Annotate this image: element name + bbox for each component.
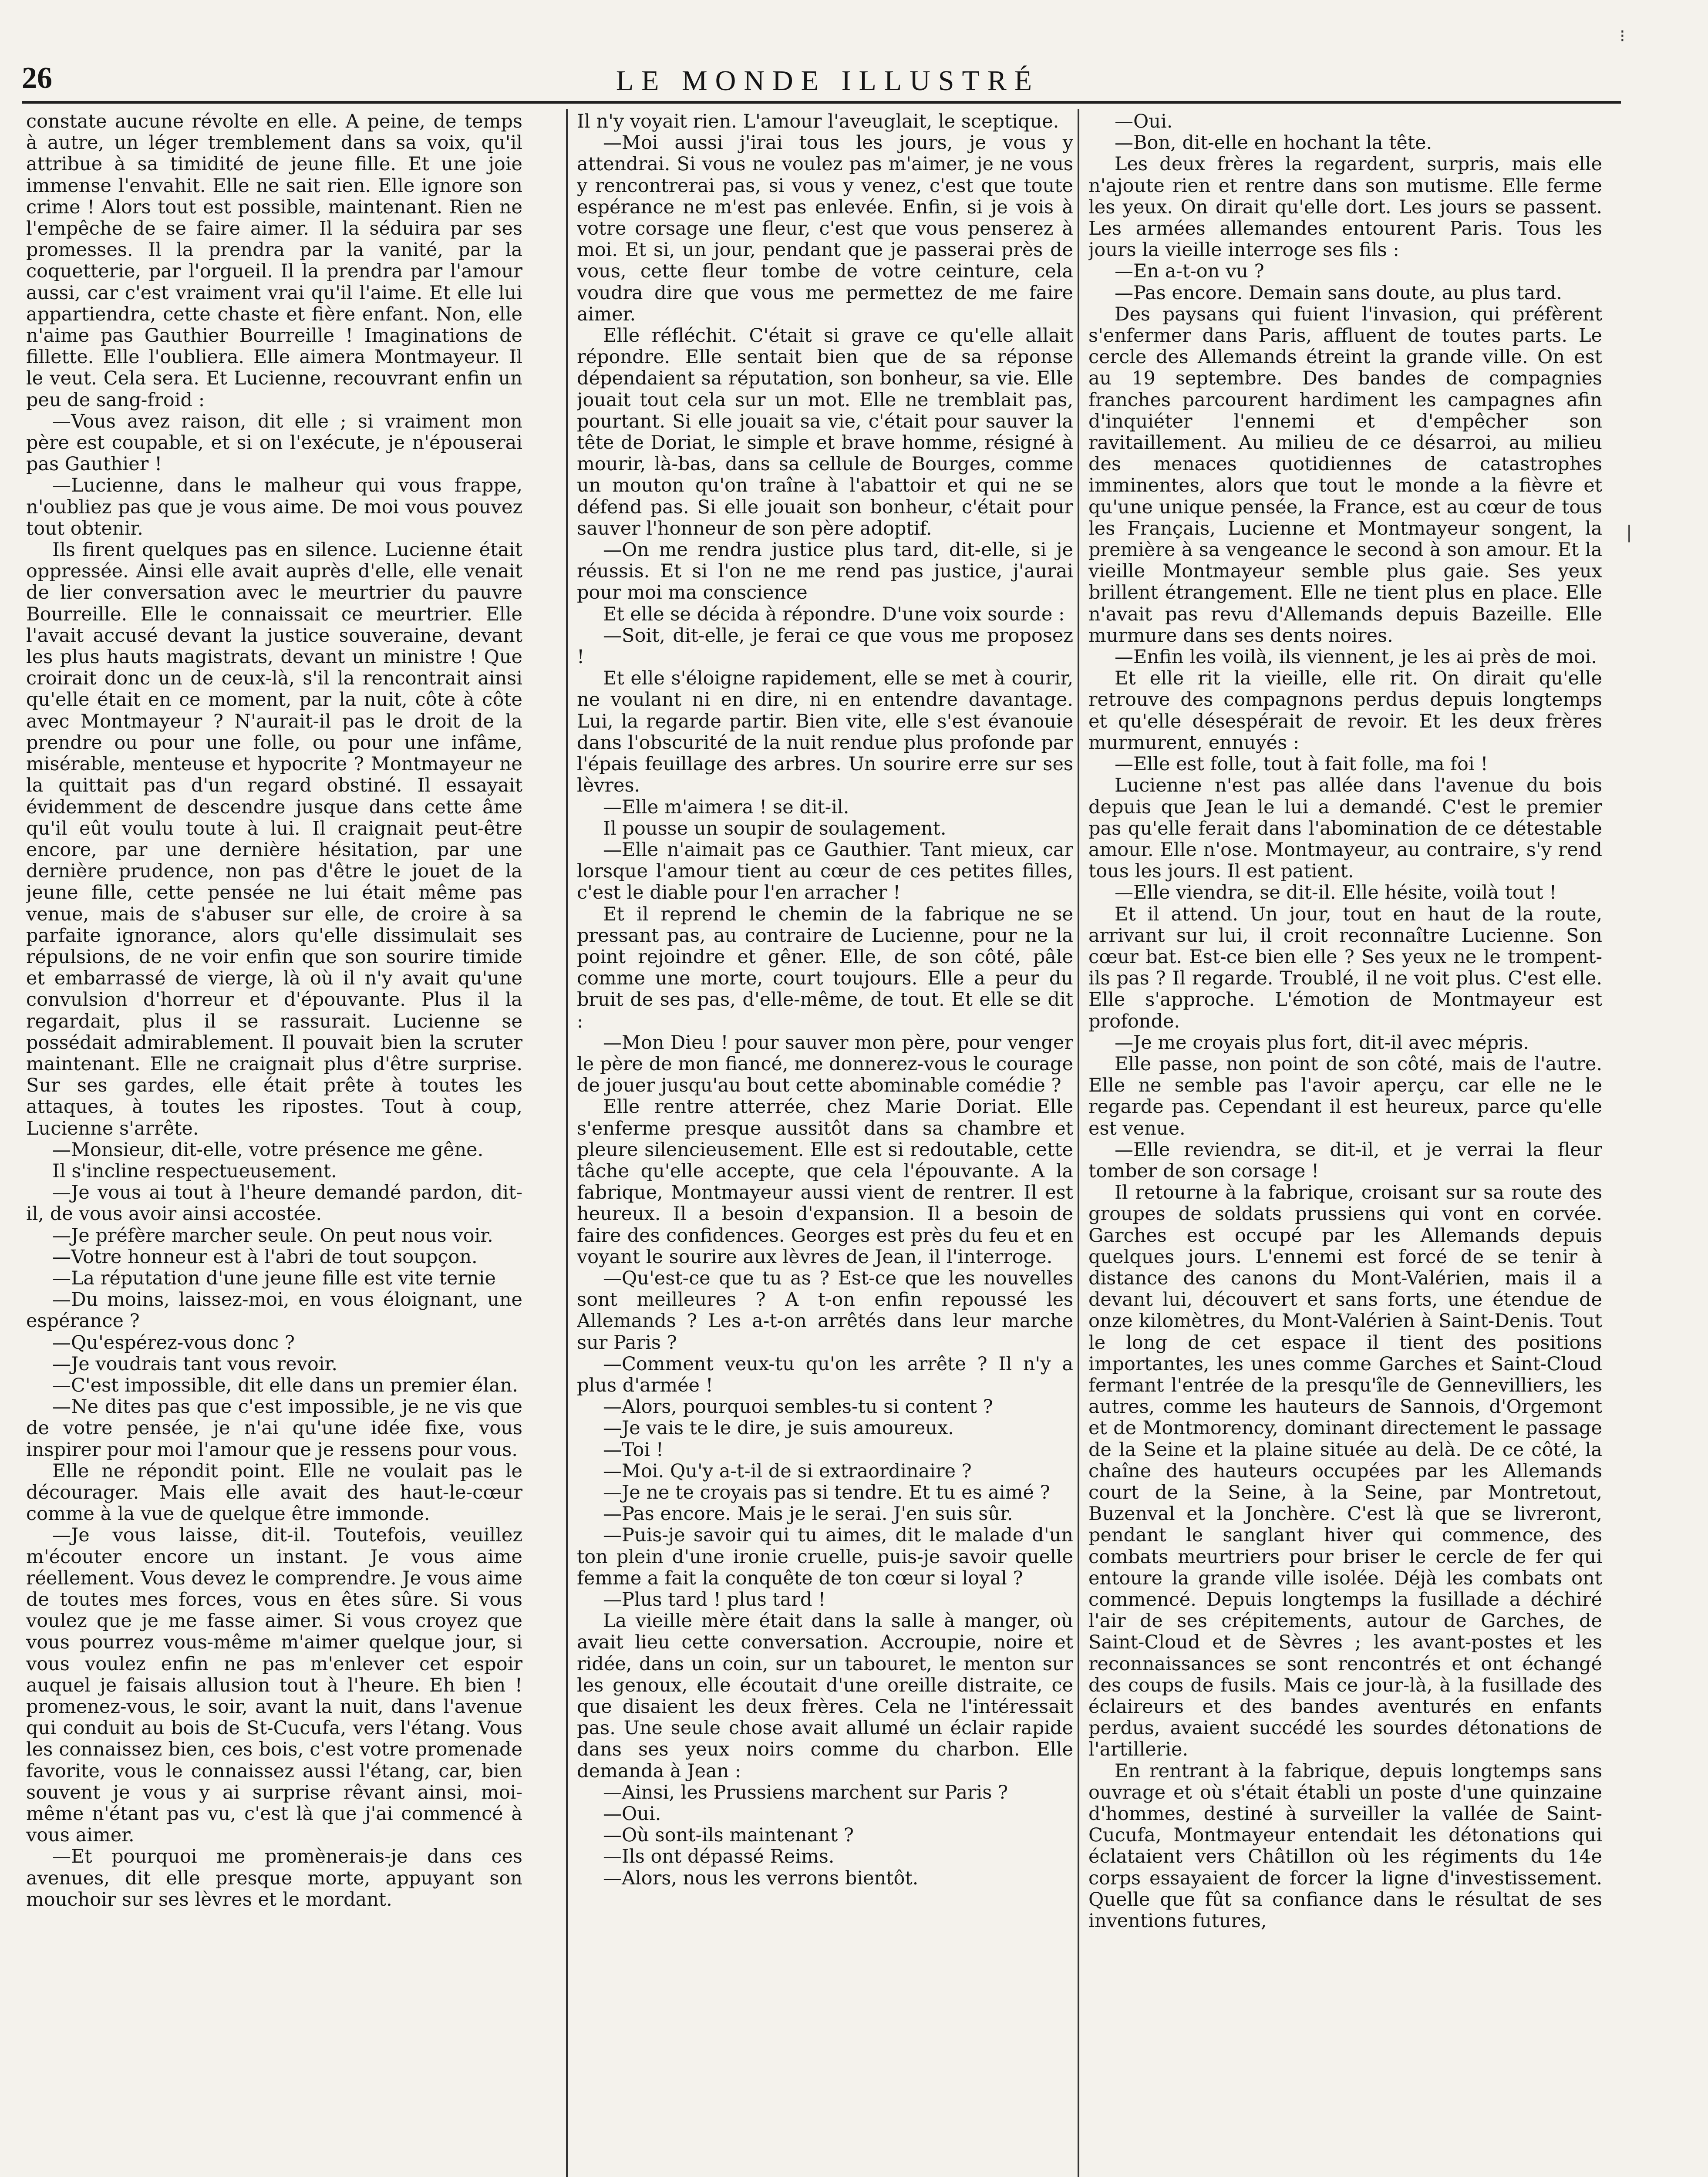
paragraph: —Monsieur, dit-elle, votre présence me gêne. xyxy=(52,1139,484,1161)
paragraph: Il retourne à la fabrique, croisant sur sa route des groupes de soldats prussiens qui vont en corvée. Garches est occupé par les Allemands depuis quelques jours. L'ennemi est forcé de se tenir à distance des canons du Mont-Valérien, mais il a devant lui, découvert et sans forts, une étendue de onze kilomètres, du Mont-Valérien à Saint-Denis. Tout le long de cet espace il tient des positions importantes, les unes comme Garches et Saint-Cloud fermant l'entrée de la presqu'île de Gennevilliers, les autres, comme les hauteurs de Sannois, d'Orgemont et de Montmorency, dominant directement le passage de la Seine et la plaine située au delà. De ce côté, la chaîne des hauteurs occupées par les Allemands court de la Seine, à la Seine, par Montretout, Buzenval et la Jonchère. C'est là que se livreront, pendant le sanglant hiver qui commence, des combats meurtriers pour briser le cercle de fer qui entoure la grande ville isolée. Déjà les combats ont commencé. Depuis longtemps la fusillade a déchiré l'air de ses crépitements, autour de Garches, de Saint-Cloud et de Sèvres ; les avant-postes et les reconnaissances se sont rencontrés et ont échangé des coups de fusils. Mais ce jour-là, à la fusillade des éclaireurs et des bandes aventurés en enfants perdus, avaient succédé les sourdes détonations de l'artillerie. xyxy=(1088,1182,1602,1761)
text-column-2 xyxy=(577,111,1073,2177)
paragraph: Lucienne n'est pas allée dans l'avenue du bois depuis que Jean le lui a demandé. C'est le premier pas qu'elle ferait dans l'abomination de ce détestable amour. Elle n'ose. Montmayeur, au contraire, s'y rend tous les jours. Il est patient. xyxy=(1088,775,1602,883)
paragraph: —Qu'est-ce que tu as ? Est-ce que les nouvelles sont meilleures ? A t-on enfin repoussé les Allemands ? Les a-t-on arrêtés dans leur marche sur Paris ? xyxy=(577,1267,1073,1354)
paragraph: La vieille mère était dans la salle à manger, où avait lieu cette conversation. Accroupie, noire et ridée, dans un coin, sur un tabouret, le menton sur les genoux, elle écoutait d'une oreille distraite, ce que disaient les deux frères. Cela ne l'intéressait pas. Une seule chose avait allumé un éclair rapide dans ses yeux noirs comme du charbon. Elle demanda à Jean : xyxy=(577,1610,1073,1782)
paragraph: Il s'incline respectueusement. xyxy=(52,1160,337,1182)
paragraph: —Puis-je savoir qui tu aimes, dit le malade d'un ton plein d'une ironie cruelle, puis-je savoir quelle femme a fait la conquête de ton cœur si loyal ? xyxy=(577,1524,1073,1589)
paragraph: Les deux frères la regardent, surpris, mais elle n'ajoute rien et rentre dans son mutisme. Elle ferme les yeux. On dirait qu'elle dort. Les jours se passent. Les armées allemandes entourent Paris. Tous les jours la vieille interroge ses fils : xyxy=(1088,153,1602,261)
paragraph: Et il attend. Un jour, tout en haut de la route, arrivant sur lui, il croit reconnaître Lucienne. Son cœur bat. Est-ce bien elle ? Ses yeux ne le trompent-ils pas ? Il regarde. Troublé, il ne voit plus. C'est elle. Elle s'approche. L'émotion de Montmayeur est profonde. xyxy=(1088,903,1602,1032)
paragraph: —Soit, dit-elle, je ferai ce que vous me proposez ! xyxy=(577,624,1073,668)
paragraph: Et elle s'éloigne rapidement, elle se met à courir, ne voulant ni en dire, ni en entendre davantage. Lui, la regarde partir. Bien vite, elle s'est évanouie dans l'obscurité de la nuit rendue plus profonde par l'épais feuillage des arbres. Un sourire erre sur ses lèvres. xyxy=(577,667,1073,797)
paragraph: Et elle se décida à répondre. D'une voix sourde : xyxy=(603,603,1065,625)
paragraph: —Mon Dieu ! pour sauver mon père, pour venger le père de mon fiancé, me donnerez-vous le courage de jouer jusqu'au bout cette abominable comédie ? xyxy=(577,1031,1073,1097)
paragraph: —Qu'espérez-vous donc ? xyxy=(52,1331,295,1354)
paragraph: —Oui. xyxy=(603,1803,661,1825)
paragraph: —Où sont-ils maintenant ? xyxy=(603,1824,854,1847)
paragraph: —La réputation d'une jeune fille est vite ternie xyxy=(52,1267,496,1289)
paragraph: —Alors, nous les verrons bientôt. xyxy=(603,1867,919,1889)
paragraph: —Je vais te le dire, je suis amoureux. xyxy=(603,1417,954,1439)
paragraph: Il n'y voyait rien. L'amour l'aveuglait, le sceptique. xyxy=(577,111,1059,132)
paragraph: —Je me croyais plus fort, dit-il avec mépris. xyxy=(1115,1031,1529,1054)
column-divider xyxy=(566,109,568,2177)
page-number: 26 xyxy=(22,61,52,95)
paragraph: —Elle reviendra, se dit-il, et je verrai la fleur tomber de son corsage ! xyxy=(1088,1139,1602,1182)
paragraph: Et elle rit la vieille, elle rit. On dirait qu'elle retrouve des compagnons perdus depuis longtemps et qu'elle désespérait de revoir. Et les deux frères murmurent, ennuyés : xyxy=(1088,667,1602,754)
paragraph: —Comment veux-tu qu'on les arrête ? Il n'y a plus d'armée ! xyxy=(577,1353,1073,1396)
paragraph: —Du moins, laissez-moi, en vous éloignant, une espérance ? xyxy=(26,1289,522,1332)
paragraph: —Ils ont dépassé Reims. xyxy=(603,1846,835,1868)
paragraph: —Elle est folle, tout à fait folle, ma foi ! xyxy=(1115,753,1488,775)
paragraph: —Enfin les voilà, ils viennent, je les ai près de moi. xyxy=(1115,646,1597,668)
paragraph: Elle rentre atterrée, chez Marie Doriat. Elle s'enferme presque aussitôt dans sa chambre et pleure silencieusement. Elle est si redoutable, cette tâche qu'elle accepte, que cela l'épouvante. A la fabrique, Montmayeur aussi vient de rentrer. Il est heureux. Il a besoin d'expansion. Il a besoin de faire des confidences. Georges est près du feu et en voyant le sourire aux lèvres de Jean, il l'interroge. xyxy=(577,1096,1073,1268)
paragraph: —Plus tard ! plus tard ! xyxy=(603,1589,826,1611)
paragraph: —Pas encore. Mais je le serai. J'en suis sûr. xyxy=(603,1503,1013,1525)
column-divider xyxy=(1078,109,1079,2177)
paragraph: —Moi. Qu'y a-t-il de si extraordinaire ? xyxy=(603,1460,972,1482)
paragraph: —Lucienne, dans le malheur qui vous frappe, n'oubliez pas que je vous aime. De moi vous pouvez tout obtenir. xyxy=(26,475,522,539)
paragraph: —C'est impossible, dit elle dans un premier élan. xyxy=(52,1374,518,1396)
paragraph: —Je vous laisse, dit-il. Toutefois, veuillez m'écouter encore un instant. Je vous aime réellement. Vous devez le comprendre. Je vous aime de toutes mes forces, vous en êtes sûre. Si vous voulez que je me fasse aimer. Si vous croyez que vous pourrez vous-même m'aimer quelque jour, si vous voulez enfin ne pas m'enlever cet espoir auquel je faisais allusion tout à l'heure. Eh bien ! promenez-vous, le soir, avant la nuit, dans l'avenue qui conduit au bois de St-Cucufa, vers l'étang. Vous les connaissez bien, ces bois, c'est votre promenade favorite, vous le connaissez aussi l'étang, car, bien souvent je vous y ai surprise rêvant ainsi, moi-même n'étant pas vu, c'est là que j'ai commencé à vous aimer. xyxy=(26,1524,522,1847)
paragraph: —Je vous ai tout à l'heure demandé pardon, dit-il, de vous avoir ainsi accostée. xyxy=(26,1182,522,1225)
paragraph: —On me rendra justice plus tard, dit-elle, si je réussis. Et si l'on ne me rend pas justice, j'aurai pour moi ma conscience xyxy=(577,539,1073,604)
paragraph: Des paysans qui fuient l'invasion, qui préfèrent s'enfermer dans Paris, affluent de toutes parts. Le cercle des Allemands étreint la grande ville. On est au 19 septembre. Des bandes de compagnies franches parcourent hardiment les campagnes afin d'inquiéter l'ennemi et d'empêcher son ravitaillement. Au milieu de ce désarroi, au milieu des menaces quotidiennes de catastrophes imminentes, alors que tout le monde a la fièvre et qu'une unique pensée, la France, est au cœur de tous les Français, Lucienne et Montmayeur songent, la première à sa vengeance le second à son amour. Et la vieille Montmayeur semble plus gaie. Ses yeux brillent étrangement. Elle ne tient plus en place. Elle n'avait pas revu d'Allemands depuis Bazeille. Elle murmure dans ses dents noires. xyxy=(1088,303,1602,647)
paragraph: —Je préfère marcher seule. On peut nous voir. xyxy=(52,1224,493,1247)
paragraph: —Bon, dit-elle en hochant la tête. xyxy=(1115,132,1432,154)
paragraph: —Elle m'aimera ! se dit-il. xyxy=(603,796,849,818)
text-column-1 xyxy=(26,111,522,2177)
paragraph: Il pousse un soupir de soulagement. xyxy=(603,817,947,839)
paragraph: Elle réfléchit. C'était si grave ce qu'elle allait répondre. Elle sentait bien que de sa réponse dépendaient sa réputation, son bonheur, sa vie. Elle jouait tout cela sur un mot. Elle ne tremblait pas, pourtant. Si elle jouait sa vie, c'était pour sauver la tête de Doriat, le simple et brave homme, résigné à mourir, là-bas, dans sa cellule de Bourges, comme un mouton qu'on traîne à l'abattoir et qui ne se défend pas. Si elle jouait son bonheur, c'était pour sauver l'honneur de son père adoptif. xyxy=(577,325,1073,539)
paragraph: —Je ne te croyais pas si tendre. Et tu es aimé ? xyxy=(603,1482,1050,1503)
paragraph: —Vous avez raison, dit elle ; si vraiment mon père est coupable, et si on l'exécute, je n'épouserai pas Gauthier ! xyxy=(26,410,522,475)
masthead-title: LE MONDE ILLUSTRÉ xyxy=(616,65,1040,97)
paragraph: —Toi ! xyxy=(603,1439,664,1461)
paragraph: constate aucune révolte en elle. A peine, de temps à autre, un léger tremblement dans sa voix, qu'il attribue à sa timidité de jeune fille. Et une joie immense l'envahit. Elle ne sait rien. Elle ignore son crime ! Alors tout est possible, maintenant. Rien ne l'empêche de se faire aimer. Il la séduira par ses promesses. Il la prendra par la vanité, par la coquetterie, par l'orgueil. Il la prendra par l'amour aussi, car c'est vraiment vrai qu'il l'aime. Et elle lui appartiendra, cette chaste et fière enfant. Non, elle n'aime pas Gauthier Bourreille ! Imaginations de fillette. Elle l'oubliera. Elle aimera Montmayeur. Il le veut. Cela sera. Et Lucienne, recouvrant enfin un peu de sang-froid : xyxy=(26,111,522,411)
paragraph: Ils firent quelques pas en silence. Lucienne était oppressée. Ainsi elle avait auprès d'elle, elle venait de lier conversation avec le meurtrier du pauvre Bourreille. Elle le connaissait ce meurtrier. Elle l'avait accusé devant la justice souveraine, devant les plus hauts magistrats, devant un ministre ! Que croirait donc un de ceux-là, s'il la rencontrait ainsi qu'elle était en ce moment, par la nuit, côte à côte avec Montmayeur ? N'aurait-il pas le droit de la prendre ou pour une folle, ou pour une infâme, misérable, menteuse et hypocrite ? Montmayeur ne la quittait pas d'un regard obstiné. Il essayait évidemment de descendre jusque dans cette âme qu'il eût voulu toute à lui. Il craignait peut-être encore, par une dernière hésitation, par une dernière prudence, non pas d'être le jouet de la jeune fille, cette pensée ne lui était même pas venue, mais de s'abuser sur elle, de croire à sa parfaite ignorance, alors qu'elle dissimulait ses répulsions, de ne voir enfin que son sourire timide et embarrassé de vierge, là où il n'y avait qu'une convulsion d'horreur et d'épouvante. Plus il la regardait, plus il se rassurait. Lucienne se possédait admirablement. Il pouvait bien la scruter maintenant. Elle ne craignait plus d'être surprise. Sur ses gardes, elle était prête à toutes les attaques, à toutes les ripostes. Tout à coup, Lucienne s'arrête. xyxy=(26,539,522,1139)
paragraph: —Moi aussi j'irai tous les jours, je vous y attendrai. Si vous ne voulez pas m'aimer, je ne vous y rencontrerai pas, si vous y venez, c'est que toute espérance ne m'est pas enlevée. Enfin, si je vois à votre corsage une fleur, c'est que vous penserez à moi. Et si, un jour, pendant que je passerai près de vous, cette fleur tombe de votre ceinture, cela voudra dire que vous me permettez de me faire aimer. xyxy=(577,132,1073,325)
paragraph: En rentrant à la fabrique, depuis longtemps sans ouvrage et où s'était établi un poste d'une quinzaine d'hommes, destiné à surveiller la vallée de Saint-Cucufa, Montmayeur entendait les détonations qui éclataient vers Châtillon où les régiments du 14e corps essayaient de forcer la ligne d'investissement. Quelle que fût sa confiance dans le résultat de ses inventions futures, xyxy=(1088,1760,1602,1932)
paragraph: —Ainsi, les Prussiens marchent sur Paris ? xyxy=(603,1781,1008,1803)
paragraph: —Elle viendra, se dit-il. Elle hésite, voilà tout ! xyxy=(1115,882,1557,904)
paragraph: —Votre honneur est à l'abri de tout soupçon. xyxy=(52,1246,478,1268)
paragraph: —Alors, pourquoi sembles-tu si content ? xyxy=(603,1396,993,1418)
paragraph: —Et pourquoi me promènerais-je dans ces avenues, dit elle presque morte, appuyant son mouchoir sur ses lèvres et le mordant. xyxy=(26,1846,522,1911)
paragraph: —Je voudrais tant vous revoir. xyxy=(52,1353,338,1375)
paragraph: Elle ne répondit point. Elle ne voulait pas le décourager. Mais elle avait des haut-le-cœur comme à la vue de quelque être immonde. xyxy=(26,1460,522,1525)
paragraph: —Oui. xyxy=(1115,111,1173,132)
margin-mark: ⁝ xyxy=(1620,26,1625,46)
paragraph: —Ne dites pas que c'est impossible, je ne vis que de votre pensée, je n'ai qu'une idée fixe, vous inspirer pour moi l'amour que je ressens pour vous. xyxy=(26,1396,522,1461)
paragraph: Et il reprend le chemin de la fabrique ne se pressant pas, au contraire de Lucienne, pour ne la point rejoindre et gêner. Elle, de son côté, pâle comme une morte, court toujours. Elle a peur du bruit de ses pas, d'elle-même, de tout. Et elle se dit : xyxy=(577,903,1073,1032)
paragraph: —En a-t-on vu ? xyxy=(1115,260,1264,283)
header-rule xyxy=(22,101,1621,104)
paragraph: Elle passe, non point de son côté, mais de l'autre. Elle ne semble pas l'avoir aperçu, car elle ne le regarde pas. Cependant il est heureux, parce qu'elle est venue. xyxy=(1088,1053,1602,1139)
paragraph: —Elle n'aimait pas ce Gauthier. Tant mieux, car lorsque l'amour tient au cœur de ces petites filles, c'est le diable pour l'en arracher ! xyxy=(577,839,1073,904)
text-column-3 xyxy=(1088,111,1602,2177)
paragraph: —Pas encore. Demain sans doute, au plus tard. xyxy=(1115,282,1562,304)
margin-mark: | xyxy=(1626,522,1632,543)
